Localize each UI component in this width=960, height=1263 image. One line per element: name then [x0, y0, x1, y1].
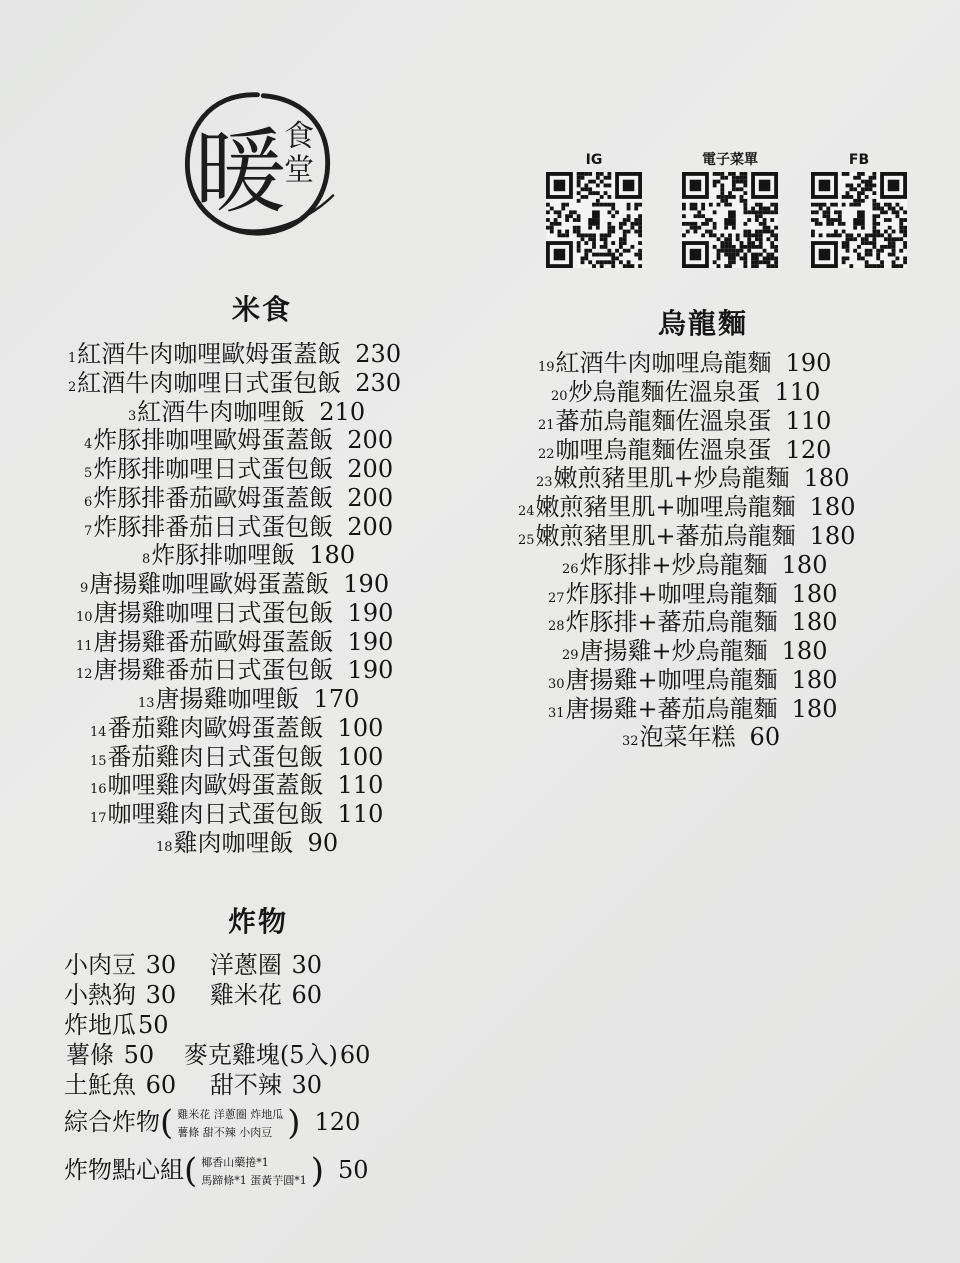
- menu-item: 31唐揚雞+蕃茄烏龍麵 180: [548, 695, 838, 723]
- menu-item: 10唐揚雞咖哩日式蛋包飯 190: [76, 599, 394, 627]
- menu-item: 1紅酒牛肉咖哩歐姆蛋蓋飯 230: [68, 340, 402, 368]
- menu-item: 21蕃茄烏龍麵佐溫泉蛋 110: [538, 407, 832, 435]
- menu-item: 26炸豚排+炒烏龍麵 180: [562, 551, 828, 579]
- qr-ig[interactable]: [544, 150, 644, 268]
- rice-section-title: 米食: [232, 293, 293, 326]
- menu-item: 28炸豚排+蕃茄烏龍麵 180: [548, 608, 838, 636]
- fried-section-title: 炸物: [228, 905, 289, 938]
- menu-item: 24嫩煎豬里肌+咖哩烏龍麵 180: [518, 493, 856, 521]
- menu-item: 23嫩煎豬里肌+炒烏龍麵 180: [536, 464, 850, 492]
- logo-main-char: 暖: [194, 119, 287, 226]
- menu-item: 11唐揚雞番茄歐姆蛋蓋飯 190: [76, 628, 394, 656]
- menu-item: 22咖哩烏龍麵佐溫泉蛋 120: [538, 436, 832, 464]
- menu-item: 32泡菜年糕 60: [622, 723, 781, 751]
- logo-sub-char: 食: [284, 119, 314, 154]
- fried-row: 小肉豆 30 洋蔥圈 30: [64, 951, 323, 979]
- menu-item: 6炸豚排番茄歐姆蛋蓋飯 200: [84, 484, 394, 512]
- menu-item: 17咖哩雞肉日式蛋包飯 110: [90, 800, 384, 828]
- qr-code-icon[interactable]: [682, 172, 778, 268]
- menu-item: 25嫩煎豬里肌+蕃茄烏龍麵 180: [518, 522, 856, 550]
- fried-row: 土魠魚 60 甜不辣 30: [64, 1071, 323, 1099]
- menu-item: 9唐揚雞咖哩歐姆蛋蓋飯 190: [80, 570, 390, 598]
- menu-item: 20炒烏龍麵佐溫泉蛋 110: [551, 378, 821, 406]
- qr-code-icon[interactable]: [811, 172, 907, 268]
- logo-sub-char: 堂: [284, 153, 314, 188]
- menu-item: 8炸豚排咖哩飯 180: [142, 541, 356, 569]
- qr-label: 電子菜單: [702, 152, 758, 168]
- menu-item: 27炸豚排+咖哩烏龍麵 180: [548, 580, 838, 608]
- qr-label: FB: [848, 152, 870, 168]
- menu-item: 13唐揚雞咖哩飯 170: [138, 685, 360, 713]
- fried-row: 薯條 50 麥克雞塊(5入)60: [66, 1041, 371, 1069]
- qr-label: IG: [585, 152, 603, 168]
- menu-item: 16咖哩雞肉歐姆蛋蓋飯 110: [90, 771, 384, 799]
- fried-row: 炸地瓜50: [64, 1011, 169, 1039]
- menu-item: 5炸豚排咖哩日式蛋包飯 200: [84, 455, 394, 483]
- combo-item: 綜合炸物( 雞米花 洋蔥圈 炸地瓜 薯條 甜不辣 小肉豆 ) 120: [64, 1103, 361, 1143]
- menu-item: 3紅酒牛肉咖哩飯 210: [128, 398, 366, 426]
- qr-emenu[interactable]: [680, 150, 780, 268]
- menu-item: 7炸豚排番茄日式蛋包飯 200: [84, 513, 394, 541]
- udon-section-title: 烏龍麵: [658, 307, 749, 340]
- qr-code-icon[interactable]: [546, 172, 642, 268]
- restaurant-logo: [180, 82, 340, 257]
- fried-row: 小熱狗 30 雞米花 60: [64, 981, 323, 1009]
- combo-item: 炸物點心組( 椰香山藥捲*1 馬蹄條*1 蛋黃芋圓*1 ) 50: [64, 1151, 369, 1191]
- qr-fb[interactable]: [809, 150, 909, 268]
- menu-item: 4炸豚排咖哩歐姆蛋蓋飯 200: [84, 426, 394, 454]
- menu-item: 2紅酒牛肉咖哩日式蛋包飯 230: [68, 369, 402, 397]
- menu-item: 18雞肉咖哩飯 90: [156, 829, 339, 857]
- menu-item: 14番茄雞肉歐姆蛋蓋飯 100: [90, 714, 384, 742]
- menu-item: 12唐揚雞番茄日式蛋包飯 190: [76, 656, 394, 684]
- menu-item: 19紅酒牛肉咖哩烏龍麵 190: [538, 349, 832, 377]
- menu-item: 30唐揚雞+咖哩烏龍麵 180: [548, 666, 838, 694]
- menu-item: 15番茄雞肉日式蛋包飯 100: [90, 743, 384, 771]
- menu-item: 29唐揚雞+炒烏龍麵 180: [562, 637, 828, 665]
